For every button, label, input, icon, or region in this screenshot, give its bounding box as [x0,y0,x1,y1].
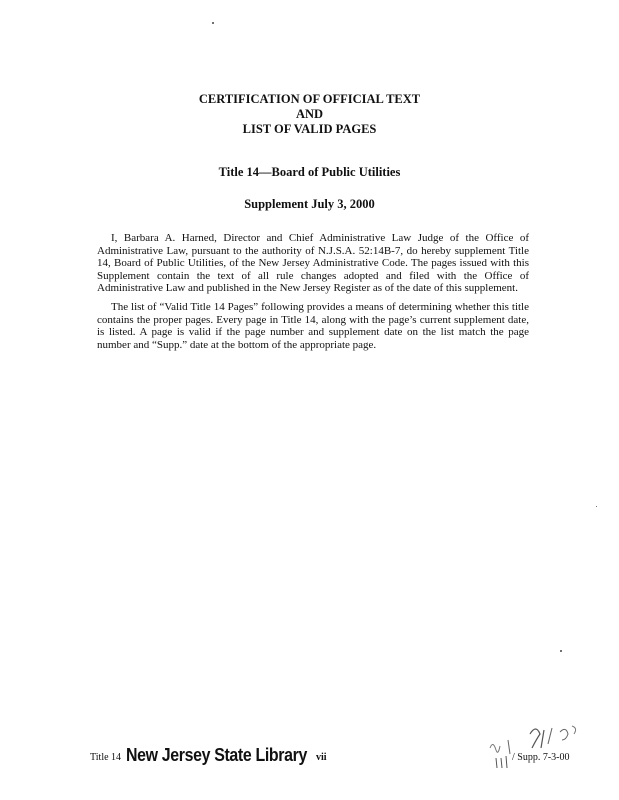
heading-line-1: CERTIFICATION OF OFFICIAL TEXT [198,92,421,106]
heading-line-2: AND [295,107,324,121]
handwritten-annotation [480,718,590,774]
supplement-date-heading: Supplement July 3, 2000 [244,197,375,211]
title-subject: Title 14—Board of Public Utilities [218,165,401,179]
scan-speck [560,650,562,652]
certification-heading [0,92,619,137]
footer-supplement-date: / Supp. 7-3-00 [512,752,570,763]
body-paragraph-1: I, Barbara A. Harned, Director and Chief Administrative Law Judge of the Office of Administrative Law, pursuant to the authority of N.J.S.A. 52:14B-7, do hereby supplement Title 14, Board of Public Utilities, of the New Jersey Administrative Code. The pages issued with this Supplement contain the text of all rule changes adopted and filed with the Office of Administrative Law and published in the New Jersey Register as of the date of this supplement. [97,232,529,295]
library-stamp: New Jersey State Library [126,744,308,765]
certification-body [97,232,529,357]
body-paragraph-2: The list of “Valid Title 14 Pages” following provides a means of determining whether this title contains the proper pages. Every page in Title 14, along with the page’s current supplement date, is listed. A page is valid if the page number and supplement date on the list match the page number and “Supp.” date at the bottom of the appropriate page. [97,300,529,351]
footer-page-number: vii [316,752,327,763]
scan-speck [596,506,597,507]
heading-line-3: LIST OF VALID PAGES [242,122,377,136]
scan-speck [212,22,214,24]
footer-title: Title 14 [90,752,122,763]
